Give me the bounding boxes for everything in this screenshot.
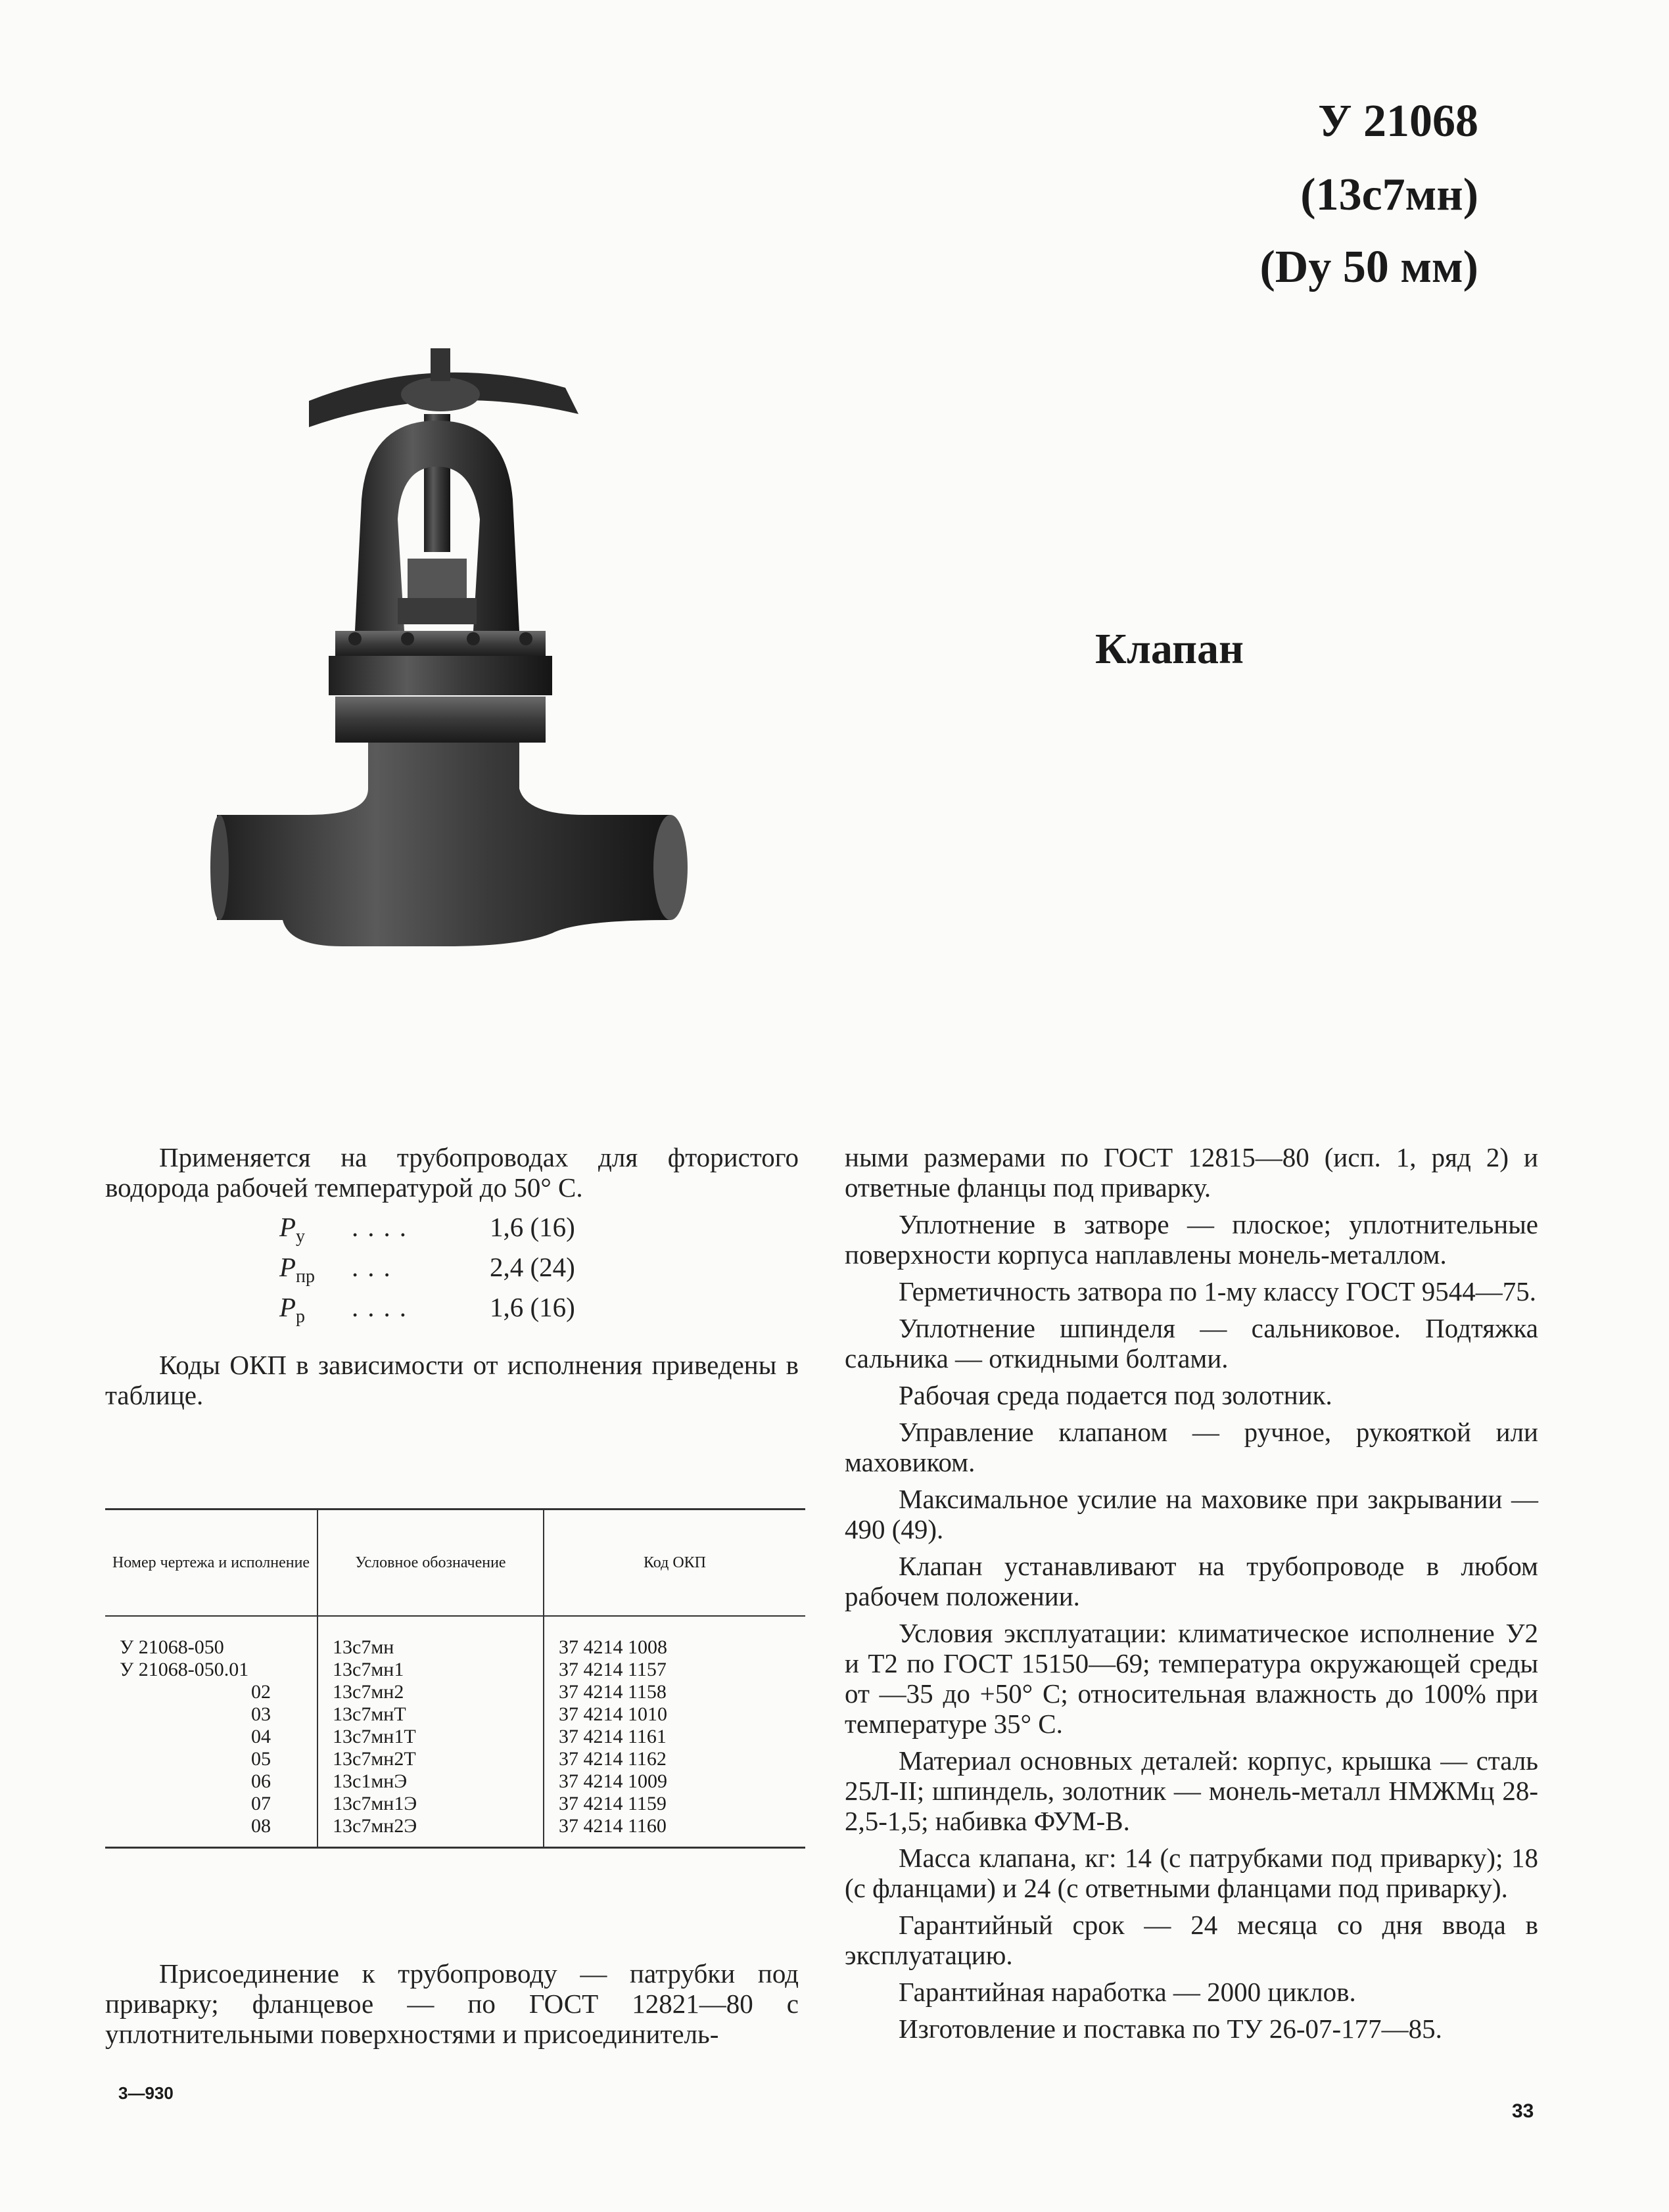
paragraph: Герметичность затвора по 1-му классу ГОСТ 9544—75. [899, 1276, 1536, 1306]
page-number: 33 [1512, 2100, 1534, 2122]
paragraph: Материал основных деталей: корпус, крышка — сталь 25Л-II; шпиндель, золотник — монель-металл НМЖМц 28-2,5-1,5; набивка ФУМ-В. [845, 1745, 1538, 1836]
okp-codes-table [105, 1508, 805, 1849]
table-row: 03 13с7мнТ 37 4214 1010 [105, 1703, 805, 1726]
nominal-diameter: (Dy 50 мм) [1259, 242, 1478, 292]
paragraph: Масса клапана, кг: 14 (с патрубками под приварку); 18 (с фланцами) и 24 (с ответными фланцами под приварку). [845, 1843, 1538, 1903]
paragraph: Уплотнение в затворе — плоское; уплотнительные поверхности корпуса наплавлены монель-металлом. [845, 1209, 1538, 1270]
table-header: Код ОКП [544, 1509, 805, 1617]
print-code: 3—930 [118, 2083, 174, 2103]
intro-paragraph: Применяется на трубопроводах для фтористого водорода рабочей температурой до 50° С. [105, 1142, 799, 1203]
paragraph: Условия эксплуатации: климатическое исполнение У2 и Т2 по ГОСТ 15150—69; температура окружающей среды от —35 до +50° С; относительная влажность до 100% при температуре 35° С. [845, 1618, 1538, 1739]
table-row: 07 13с7мн1Э 37 4214 1159 [105, 1793, 805, 1815]
table-row: 04 13с7мн1Т 37 4214 1161 [105, 1726, 805, 1748]
paragraph: Гарантийная наработка — 2000 циклов. [899, 1977, 1356, 2007]
table-row: У 21068-050.01 13с7мн1 37 4214 1157 [105, 1659, 805, 1681]
paragraph: Максимальное усилие на маховике при закрывании — 490 (49). [845, 1484, 1538, 1544]
page-title: Клапан [1095, 625, 1244, 673]
table-header: Условное обозначение [317, 1509, 544, 1617]
table-row: 05 13с7мн2Т 37 4214 1162 [105, 1748, 805, 1770]
param-row: $P_{пр}$ ... 2,4 (24) [279, 1252, 575, 1287]
connection-paragraph: Присоединение к трубопроводу — патрубки под приварку; фланцевое — по ГОСТ 12821—80 с уплотнительными поверхностями и присоединитель- [105, 1958, 799, 2049]
connection-block [105, 1958, 799, 2049]
table-row: 06 13с1мнЭ 37 4214 1009 [105, 1770, 805, 1793]
param-row: $P_у$ .... 1,6 (16) [279, 1212, 575, 1247]
codes-note: Коды ОКП в зависимости от исполнения приведены в таблице. [105, 1349, 799, 1410]
paragraph: Клапан устанавливают на трубопроводе в любом рабочем положении. [845, 1551, 1538, 1611]
table-row: 02 13с7мн2 37 4214 1158 [105, 1681, 805, 1703]
table-row: 08 13с7мн2Э 37 4214 1160 [105, 1815, 805, 1848]
valve-photo [210, 342, 710, 953]
left-column [105, 1142, 799, 1410]
paragraph: Изготовление и поставка по ТУ 26-07-177—85. [899, 2014, 1442, 2044]
table-header: Номер чертежа и исполнение [105, 1509, 317, 1617]
table-row: У 21068-050 13с7мн 37 4214 1008 [105, 1616, 805, 1659]
right-column [845, 1142, 1538, 2044]
paragraph: ными размерами по ГОСТ 12815—80 (исп. 1, ряд 2) и ответные фланцы под приварку. [845, 1142, 1538, 1203]
product-code: У 21068 [1318, 96, 1478, 147]
paragraph: Уплотнение шпинделя — сальниковое. Подтяжка сальника — откидными болтами. [845, 1313, 1538, 1373]
paragraph: Гарантийный срок — 24 месяца со дня ввода в эксплуатацию. [845, 1910, 1538, 1970]
product-designation: (13с7мн) [1300, 170, 1478, 220]
pressure-params [279, 1212, 799, 1333]
paragraph: Рабочая среда подается под золотник. [899, 1380, 1332, 1410]
paragraph: Управление клапаном — ручное, рукояткой или маховиком. [845, 1417, 1538, 1477]
param-row: $P_р$ .... 1,6 (16) [279, 1292, 575, 1327]
